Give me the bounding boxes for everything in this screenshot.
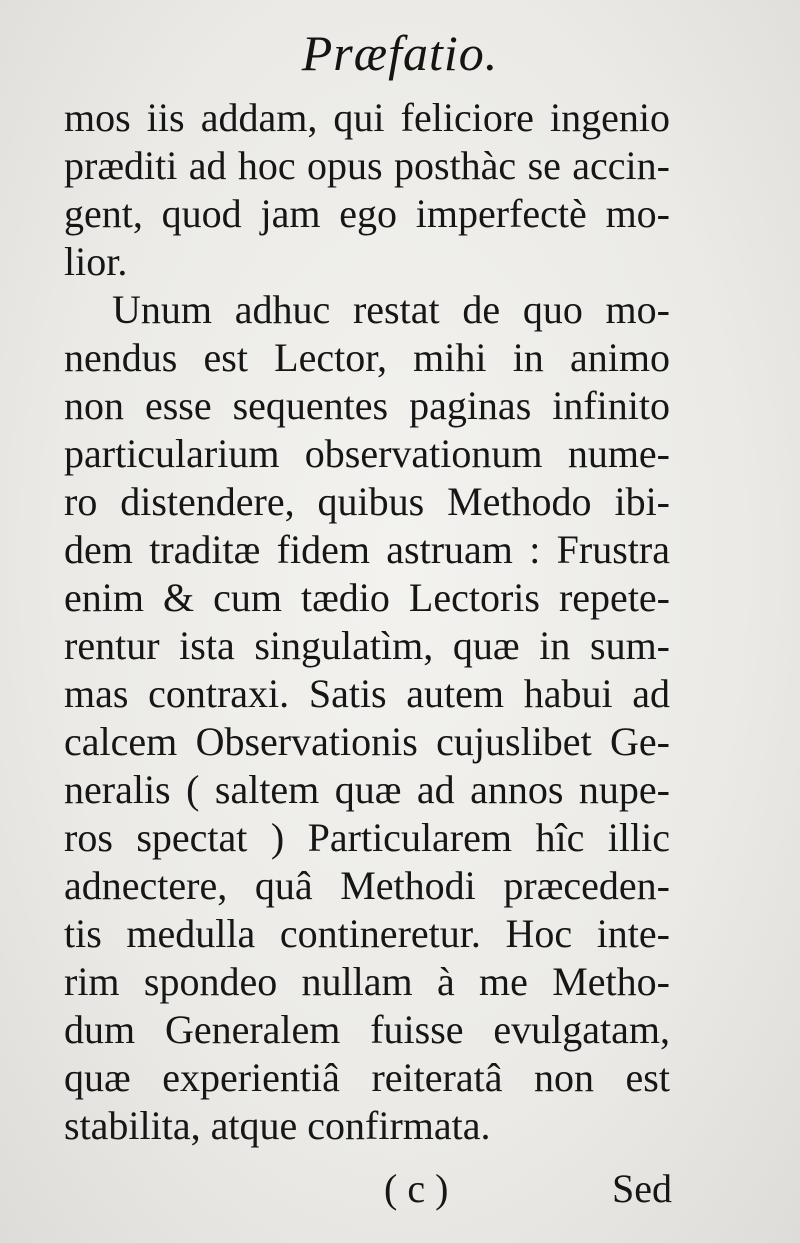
text-line: mas contraxi. Satis autem habui ad — [64, 671, 670, 716]
text-line: rentur ista singulatìm, quæ in sum- — [64, 623, 670, 668]
catchword: Sed — [612, 1166, 672, 1211]
running-title: Præfatio. — [301, 25, 499, 81]
signature-mark: ( c ) — [384, 1166, 449, 1211]
body-text — [64, 94, 670, 1150]
text-line: præditi ad hoc opus posthàc se accin- — [64, 143, 670, 188]
text-line: rim spondeo nullam à me Metho- — [64, 959, 670, 1004]
text-line: ros spectat ) Particularem hîc illic — [64, 815, 670, 860]
text-line: tis medulla contineretur. Hoc inte- — [64, 911, 670, 956]
text-line: nendus est Lector, mihi in animo — [64, 335, 670, 380]
text-line: gent, quod jam ego imperfectè mo- — [64, 191, 670, 236]
text-line: stabilita, atque confirmata. — [64, 1103, 491, 1148]
text-line: adnectere, quâ Methodi præceden- — [64, 863, 670, 908]
text-line: particularium observationum nume- — [64, 431, 670, 476]
text-line: ro distendere, quibus Methodo ibi- — [64, 479, 670, 524]
text-line: calcem Observationis cujuslibet Ge- — [64, 719, 670, 764]
text-line: quæ experientiâ reiteratâ non est — [64, 1055, 670, 1100]
text-line: non esse sequentes paginas infinito — [64, 383, 670, 428]
text-line: lior. — [64, 239, 128, 284]
paragraph-start-line: Unum adhuc restat de quo mo- — [112, 287, 670, 332]
page-footer — [0, 1165, 800, 1215]
text-line: neralis ( saltem quæ ad annos nupe- — [64, 767, 670, 812]
text-line: dem traditæ fidem astruam : Frustra — [64, 527, 670, 572]
text-line: dum Generalem fuisse evulgatam, — [64, 1007, 670, 1052]
text-line: mos iis addam, qui feliciore ingenio — [64, 95, 670, 140]
text-line: enim & cum tædio Lectoris repete- — [64, 575, 670, 620]
